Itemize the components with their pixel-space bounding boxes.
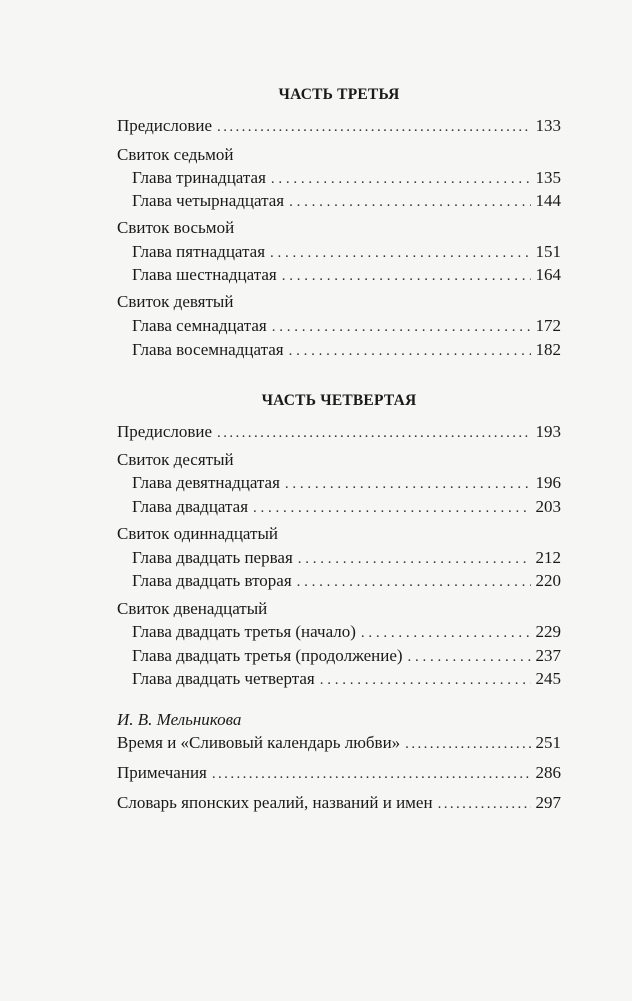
leader-dots: [282, 264, 531, 288]
page-number: 172: [535, 316, 561, 335]
toc-entry-chapter-21[interactable]: [132, 546, 561, 570]
entry-label: Глава двадцать третья (начало): [132, 622, 356, 641]
entry-label: Глава шестнадцатая: [132, 265, 277, 284]
toc-entry-chapter-17[interactable]: [132, 314, 561, 338]
entry-label: Словарь японских реалий, названий и имен: [117, 793, 433, 812]
leader-dots: [217, 115, 530, 139]
page-number: 196: [535, 473, 561, 492]
entry-label: Время и «Сливовый календарь любви»: [117, 733, 401, 752]
toc-entry-preface-part4[interactable]: [117, 420, 561, 444]
page-number: 245: [535, 669, 561, 688]
page-number: 151: [535, 242, 561, 261]
toc-entry-chapter-18[interactable]: [132, 338, 561, 362]
leader-dots: [285, 472, 531, 496]
entry-label: Примечания: [117, 763, 207, 782]
leader-dots: [408, 645, 531, 669]
scroll-twelve-heading: Свиток двенадцатый: [117, 599, 268, 618]
page-number: 229: [535, 622, 561, 641]
leader-dots: [271, 167, 531, 191]
entry-label: Глава девятнадцатая: [132, 473, 280, 492]
leader-dots: [438, 792, 531, 816]
leader-dots: [270, 241, 530, 265]
toc-entry-chapter-23-start[interactable]: [132, 620, 561, 644]
entry-label: Глава тринадцатая: [132, 168, 266, 187]
leader-dots: [272, 315, 531, 339]
scroll-eleven-heading: Свиток одиннадцатый: [117, 524, 278, 543]
leader-dots: [212, 762, 531, 786]
entry-label: Предисловие: [117, 422, 213, 441]
leader-dots: [289, 190, 530, 214]
entry-label: Глава семнадцатая: [132, 316, 267, 335]
leader-dots: [320, 668, 531, 692]
part-three-title: ЧАСТЬ ТРЕТЬЯ: [278, 86, 400, 103]
afterword-author: И. В. Мельникова: [117, 710, 242, 729]
toc-entry-notes[interactable]: [117, 761, 561, 785]
entry-label: Глава двадцатая: [132, 497, 249, 516]
page-number: 212: [535, 548, 561, 567]
page-number: 135: [535, 168, 561, 187]
toc-entry-chapter-19[interactable]: [132, 471, 561, 495]
toc-entry-chapter-13[interactable]: [132, 166, 561, 190]
leader-dots: [361, 621, 531, 645]
entry-label: Глава четырнадцатая: [132, 191, 285, 210]
page-number: 297: [535, 793, 561, 812]
scroll-ten-heading: Свиток десятый: [117, 450, 234, 469]
entry-label: Глава пятнадцатая: [132, 242, 266, 261]
page-number: 193: [535, 422, 561, 441]
page-number: 144: [535, 191, 561, 210]
toc-entry-glossary[interactable]: [117, 791, 561, 815]
part-four-title: ЧАСТЬ ЧЕТВЕРТАЯ: [261, 392, 417, 409]
page-number: 237: [535, 646, 561, 665]
leader-dots: [405, 732, 530, 756]
page-number: 251: [535, 733, 561, 752]
entry-label: Глава восемнадцатая: [132, 340, 284, 359]
page-number: 164: [535, 265, 561, 284]
toc-entry-chapter-14[interactable]: [132, 189, 561, 213]
toc-entry-preface-part3[interactable]: [117, 114, 561, 138]
toc-entry-chapter-16[interactable]: [132, 263, 561, 287]
toc-entry-afterword-essay[interactable]: [117, 731, 561, 755]
page-number: 182: [535, 340, 561, 359]
leader-dots: [298, 547, 531, 571]
toc-entry-chapter-15[interactable]: [132, 240, 561, 264]
page-number: 220: [535, 571, 561, 590]
toc-entry-chapter-23-continued[interactable]: [132, 644, 561, 668]
entry-label: Глава двадцать первая: [132, 548, 293, 567]
leader-dots: [253, 496, 530, 520]
entry-label: Предисловие: [117, 116, 213, 135]
leader-dots: [217, 421, 530, 445]
entry-label: Глава двадцать четвертая: [132, 669, 315, 688]
page-number: 133: [535, 116, 561, 135]
leader-dots: [289, 339, 531, 363]
toc-entry-chapter-24[interactable]: [132, 667, 561, 691]
toc-entry-chapter-22[interactable]: [132, 569, 561, 593]
scroll-seven-heading: Свиток седьмой: [117, 145, 234, 164]
page-number: 203: [535, 497, 561, 516]
toc-entry-chapter-20[interactable]: [132, 495, 561, 519]
entry-label: Глава двадцать вторая: [132, 571, 292, 590]
entry-label: Глава двадцать третья (продолжение): [132, 646, 403, 665]
scroll-eight-heading: Свиток восьмой: [117, 218, 235, 237]
leader-dots: [297, 570, 531, 594]
scroll-nine-heading: Свиток девятый: [117, 292, 234, 311]
page-number: 286: [535, 763, 561, 782]
